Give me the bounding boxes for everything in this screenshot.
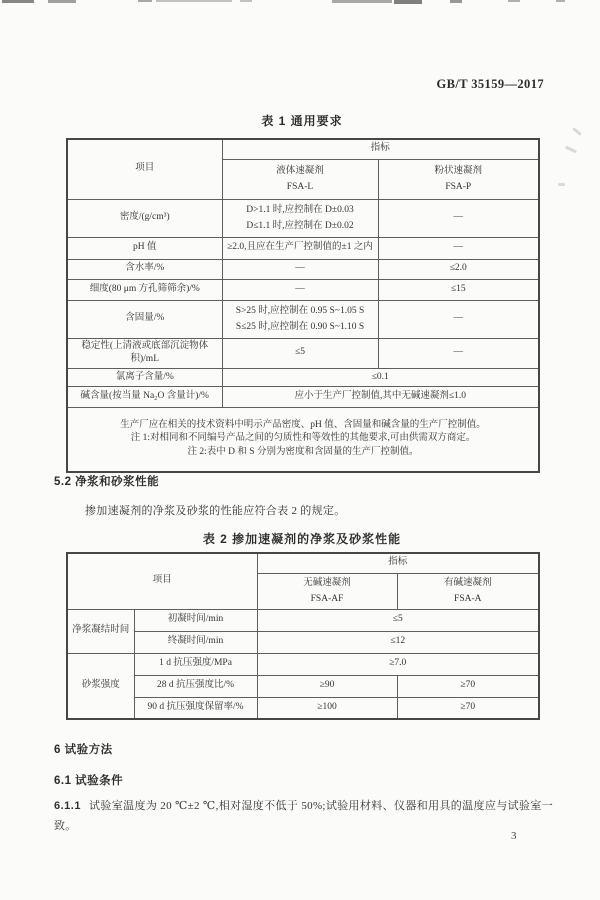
table1-general-requirements	[66, 138, 540, 473]
table2-value-cell: ≥70	[397, 697, 539, 719]
clause-6-1-1	[54, 797, 553, 837]
table2-header-alkali-free-name: 无碱速凝剂	[303, 577, 351, 588]
table1-header-liquid-name: 液体速凝剂	[276, 165, 324, 176]
table1-header-powder-code: FSA-P	[445, 182, 472, 192]
table1-value-cell	[222, 199, 378, 237]
table2-group-cell: 砂浆强度	[67, 653, 134, 719]
table1-value-line: S>25 时,应控制在 0.95 S~1.05 S	[235, 305, 365, 316]
scan-artifact	[558, 183, 565, 186]
table2-item-cell: 初凝时间/min	[134, 609, 257, 631]
scan-artifact	[48, 0, 76, 3]
table1-item-cell: 密度/(g/cm³)	[67, 199, 222, 237]
table1-value-line: D≤1.1 时,应控制在 D±0.02	[246, 221, 354, 231]
table1-value-line: D>1.1 时,应控制在 D±0.03	[246, 204, 354, 215]
table1-value-cell: 应小于生产厂控制值,其中无碱速凝剂≤1.0	[222, 387, 539, 408]
table2-header-alkali-free-code: FSA-AF	[310, 594, 344, 604]
scan-artifact	[138, 0, 152, 2]
standard-number: GB/T 35159—2017	[436, 77, 544, 91]
scan-artifact	[450, 0, 462, 3]
scan-artifact	[572, 127, 582, 136]
table1-value-cell: —	[378, 199, 539, 237]
section-6-1-heading: 6.1 试验条件	[54, 775, 124, 787]
table1-value-cell	[222, 300, 378, 338]
table1-header-powder	[378, 159, 539, 199]
table1-header-item: 项目	[67, 139, 222, 199]
table1-value-cell: ≤0.1	[222, 369, 539, 387]
table1-notes	[67, 408, 539, 472]
table1-header-liquid	[222, 159, 378, 199]
table1-item-cell: 碱含量(按当量 Na₂O 含量计)/%	[67, 387, 222, 408]
scan-artifact	[508, 0, 520, 2]
scan-artifact	[2, 0, 34, 3]
table1-value-cell: —	[378, 300, 539, 338]
table2-item-cell: 1 d 抗压强度/MPa	[134, 653, 257, 675]
table2-value-cell: ≥70	[397, 675, 539, 697]
table1-note-line: 注 2:表中 D 和 S 分别为密度和含固量的生产厂控制值。	[187, 447, 419, 458]
section-5-2-paragraph: 掺加速凝剂的净浆及砂浆的性能应符合表 2 的规定。	[85, 505, 346, 517]
table1-note-line: 生产厂应在相关的技术资料中明示产品密度、pH 值、含固量和碱含量的生产厂控制值。	[120, 419, 486, 430]
table1-header-indicator: 指标	[222, 139, 539, 159]
table1-value-cell: ≤5	[222, 338, 378, 369]
table2-value-cell: ≤12	[257, 631, 539, 653]
table2-value-cell: ≥90	[257, 675, 397, 697]
scan-artifact	[332, 0, 392, 3]
table2-header-indicator: 指标	[257, 553, 539, 573]
section-5-2-heading: 5.2 净浆和砂浆性能	[54, 476, 160, 488]
scan-artifact	[394, 0, 422, 4]
table2-item-cell: 90 d 抗压强度保留率/%	[134, 697, 257, 719]
table2-title: 表 2 掺加速凝剂的净浆及砂浆性能	[202, 532, 402, 546]
table2-header-alkali-name: 有碱速凝剂	[444, 577, 492, 588]
table2-group-cell: 净浆凝结时间	[67, 609, 134, 653]
table2-item-cell: 28 d 抗压强度比/%	[134, 675, 257, 697]
table1-item-cell: 含固量/%	[67, 300, 222, 338]
table2-item-cell: 终凝时间/min	[134, 631, 257, 653]
scan-artifact	[556, 0, 565, 2]
table2-value-cell: ≤5	[257, 609, 539, 631]
table1-note-line: 注 1:对相同和不同编号产品之间的匀质性和等效性的其他要求,可由供需双方商定。	[130, 433, 476, 444]
table2-header-alkali	[397, 573, 539, 609]
table1-value-cell: ≥2.0,且应在生产厂控制值的±1 之内	[222, 237, 378, 259]
table1-value-cell: ≤2.0	[378, 259, 539, 279]
scan-artifact	[156, 0, 232, 2]
clause-6-1-1-text: 试验室温度为 20 ℃±2 ℃,相对湿度不低于 50%;试验用材料、仪器和用具的温度应与试验室一致。	[54, 800, 553, 832]
table1-value-cell: ≤15	[378, 279, 539, 300]
clause-6-1-1-number: 6.1.1	[54, 800, 81, 812]
table1-item-cell: 氯离子含量/%	[67, 369, 222, 387]
table1-value-line: S≤25 时,应控制在 0.90 S~1.10 S	[235, 322, 365, 332]
table1-item-cell: 含水率/%	[67, 259, 222, 279]
table2-header-alkali-code: FSA-A	[454, 594, 482, 604]
table2-paste-mortar-performance	[66, 552, 540, 720]
table2-value-cell: ≥7.0	[257, 653, 539, 675]
scan-artifact	[240, 0, 252, 2]
table2-value-cell: ≥100	[257, 697, 397, 719]
table1-value-cell: —	[222, 279, 378, 300]
table2-header-item: 项目	[67, 553, 257, 609]
table1-item-cell: 稳定性(上清液或底部沉淀物体积)/mL	[67, 338, 222, 369]
table1-header-liquid-code: FSA-L	[286, 182, 314, 192]
table1-value-cell: —	[378, 338, 539, 369]
table1-header-powder-name: 粉状速凝剂	[434, 165, 483, 176]
section-6-heading: 6 试验方法	[54, 744, 113, 756]
table1-title: 表 1 通用要求	[261, 114, 343, 128]
table1-item-cell: 细度(80 μm 方孔筛筛余)/%	[67, 279, 222, 300]
table2-header-alkali-free	[257, 573, 397, 609]
table1-item-cell: pH 值	[67, 237, 222, 259]
page-number: 3	[511, 830, 517, 842]
table1-value-cell: —	[378, 237, 539, 259]
scan-artifact	[565, 146, 577, 154]
table1-value-cell: —	[222, 259, 378, 279]
